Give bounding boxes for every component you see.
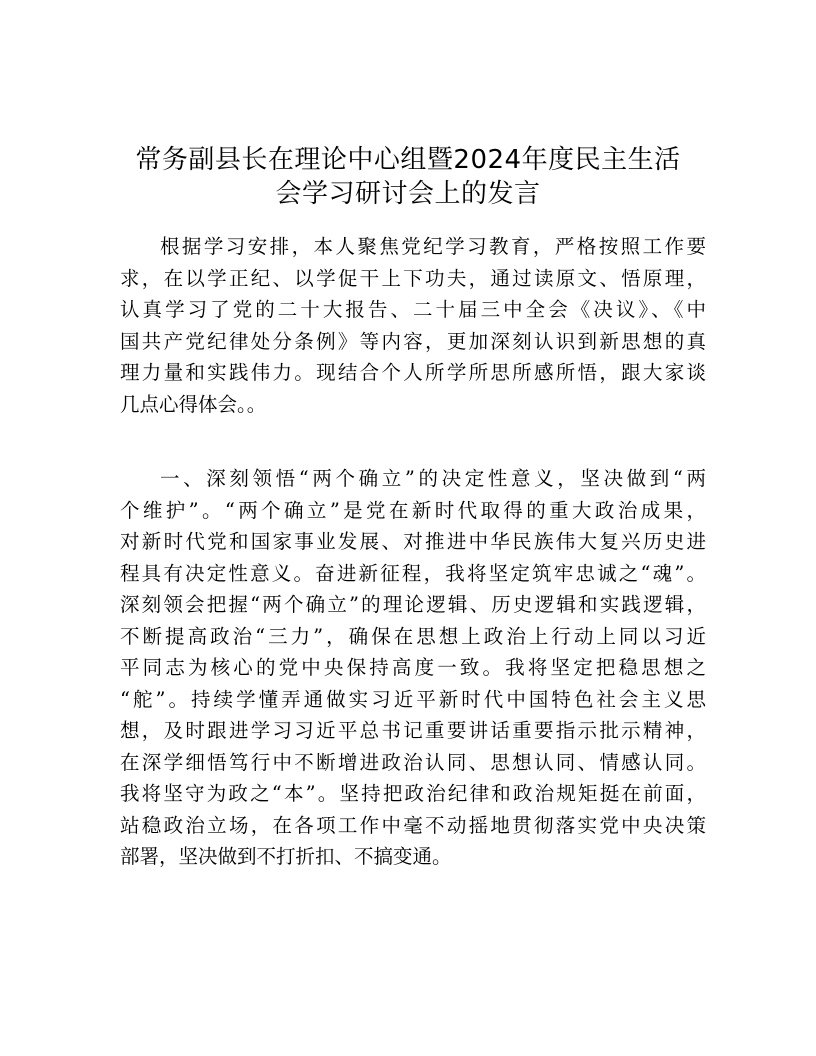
paragraph-line: 认真学习了党的二十大报告、二十届三中全会《决议》、《中 [120,298,706,321]
paragraph-line: 个维护”。“两个确立”是党在新时代取得的重大政治成果， [120,498,706,522]
paragraph-line: 程具有决定性意义。奋进新征程，我将坚定筑牢忠诚之“魂”。 [120,561,706,585]
title-line-2: 会学习研讨会上的发言 [275,179,541,209]
paragraph-line: 求，在以学正纪、以学促干上下功夫，通过读原文、悟原理， [120,266,706,290]
paragraph-section-1 [120,463,706,873]
paragraph-line: 站稳政治立场，在各项工作中毫不动摇地贯彻落实党中央决策 [120,813,706,837]
paragraph-line: 国共产党纪律处分条例》等内容，更加深刻认识到新思想的真 [120,329,706,353]
paragraph-line: 根据学习安排，本人聚焦党纪学习教育，严格按照工作要 [160,235,706,258]
title-line-1: 常务副县长在理论中心组暨2024年度民主生活 [135,145,681,175]
paragraph-line: 一、深刻领悟“两个确立”的决定性意义，坚决做到“两 [160,467,706,490]
paragraph-line: 想，及时跟进学习习近平总书记重要讲话重要指示批示精神， [120,719,706,742]
paragraph-line: 深刻领会把握“两个确立”的理论逻辑、历史逻辑和实践逻辑， [120,593,706,616]
paragraph-line: 对新时代党和国家事业发展、对推进中华民族伟大复兴历史进 [120,530,706,553]
paragraph-line: “舵”。持续学懂弄通做实习近平新时代中国特色社会主义思 [120,687,706,711]
paragraph-intro [120,231,706,420]
paragraph-line: 在深学细悟笃行中不断增进政治认同、思想认同、情感认同。 [120,750,706,774]
document-title [110,143,706,211]
paragraph-line: 不断提高政治“三力”，确保在思想上政治上行动上同以习近 [120,624,706,648]
paragraph-line: 理力量和实践伟力。现结合个人所学所思所感所悟，跟大家谈 [120,361,706,384]
paragraph-line: 我将坚守为政之“本”。坚持把政治纪律和政治规矩挺在前面， [120,782,706,805]
paragraph-line: 部署，坚决做到不打折扣、不搞变通。 [120,845,452,868]
paragraph-line: 平同志为核心的党中央保持高度一致。我将坚定把稳思想之 [120,656,706,679]
paragraph-line: 几点心得体会。。 [120,392,267,416]
